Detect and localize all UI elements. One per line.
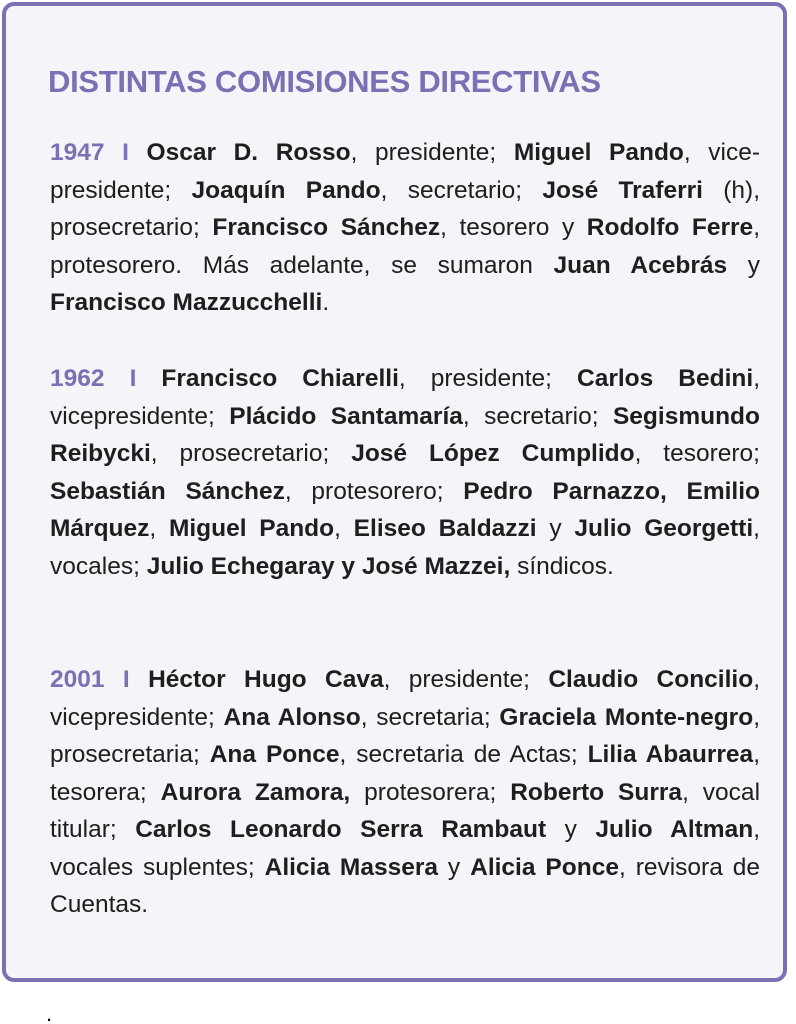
page-title: DISTINTAS COMISIONES DIRECTIVAS [48,64,601,99]
entry-year: 2001 [50,666,105,693]
person-name: Francisco Chiarelli [161,365,399,392]
entry-1947 [50,134,760,322]
person-name: Aurora Zamora, [160,778,351,806]
person-name: Oscar D. Rosso [146,139,351,166]
role-text: , tesorero; [634,440,760,467]
role-text: , revisora de Cuentas. [50,853,761,918]
role-text: , tesorera; [50,741,760,806]
person-name: Alicia Ponce [470,853,619,881]
person-name: Rodolfo Ferre [586,214,754,241]
entry-text [50,139,760,316]
entry-text [50,666,760,918]
person-name: Sebastián Sánchez [50,477,285,505]
content-box [2,2,787,982]
role-text: , protesorero. Más adelante, se sumaron [50,214,760,279]
entry-text [50,365,760,580]
person-name: Joaquín Pando [191,176,381,204]
person-name: Segismundo Reibycki [50,402,760,467]
person-name: José Traferri [542,176,703,204]
role-text: , secretario; [380,176,543,204]
entry-1962 [50,360,760,585]
person-name: Pedro Parnazzo, Emilio Márquez [50,477,760,542]
role-text: (h), prosecretario; [50,176,760,241]
entry-2001 [50,661,760,924]
role-text: y [438,853,471,881]
person-name: Graciela Monte-negro [499,703,754,731]
person-name: Roberto Surra [510,778,683,806]
person-name: Francisco Mazzucchelli [50,289,323,316]
person-name: Héctor Hugo Cava [148,666,384,693]
person-name: Carlos Bedini [577,365,754,392]
person-name: Juan Acebrás [553,251,728,279]
role-text: , prosecretaria; [50,703,760,768]
person-name: Julio Altman [595,816,754,843]
person-name: Alicia Massera [264,853,438,881]
footer-mark: . [46,1001,53,1024]
entry-separator: I [122,139,129,166]
person-name: Julio Georgetti [574,515,754,542]
role-text: y [546,816,596,843]
role-text: , protesorero; [284,477,464,505]
person-name: Miguel Pando [168,515,335,542]
person-name: Francisco Sánchez [212,214,441,241]
role-text: , vocales suplentes; [50,816,760,881]
role-text: . [322,289,330,316]
person-name: Plácido Santamaría [229,402,463,430]
role-text: y [727,251,761,279]
role-text: protesorera; [350,778,511,806]
person-name: Ana Ponce [209,741,340,768]
person-name: Ana Alonso [223,703,361,731]
entry-separator: I [122,666,130,693]
role-text: , presidente; [398,365,578,392]
person-name: José López Cumplido [351,440,635,467]
role-text: , secretaria; [360,703,500,731]
role-text: , secretario; [462,402,613,430]
person-name: Eliseo Baldazzi [353,515,537,542]
person-name: Miguel Pando [513,139,684,166]
role-text: , [149,515,169,542]
role-text: , presidente; [383,666,549,693]
entry-year: 1947 [50,139,105,166]
person-name: Claudio Concilio [548,666,754,693]
role-text: , vocal titular; [50,778,761,843]
role-text: , vice-presidente; [50,139,761,204]
role-text: , secretaria de Actas; [339,741,588,768]
entry-separator: I [129,365,137,392]
role-text: , [334,515,354,542]
role-text: , vicepresidente; [50,365,760,430]
entry-year: 1962 [50,365,105,392]
person-name: Carlos Leonardo Serra Rambaut [135,816,547,843]
person-name: Lilia Abaurrea [587,741,754,768]
role-text: , prosecretario; [150,440,352,467]
role-text: síndicos. [510,552,614,580]
role-text: , tesorero y [440,214,587,241]
person-name: Julio Echegaray y José Mazzei, [146,552,511,580]
role-text: , vocales; [50,515,760,580]
role-text: , presidente; [350,139,514,166]
role-text: , vicepresidente; [50,666,760,731]
role-text: y [536,515,575,542]
